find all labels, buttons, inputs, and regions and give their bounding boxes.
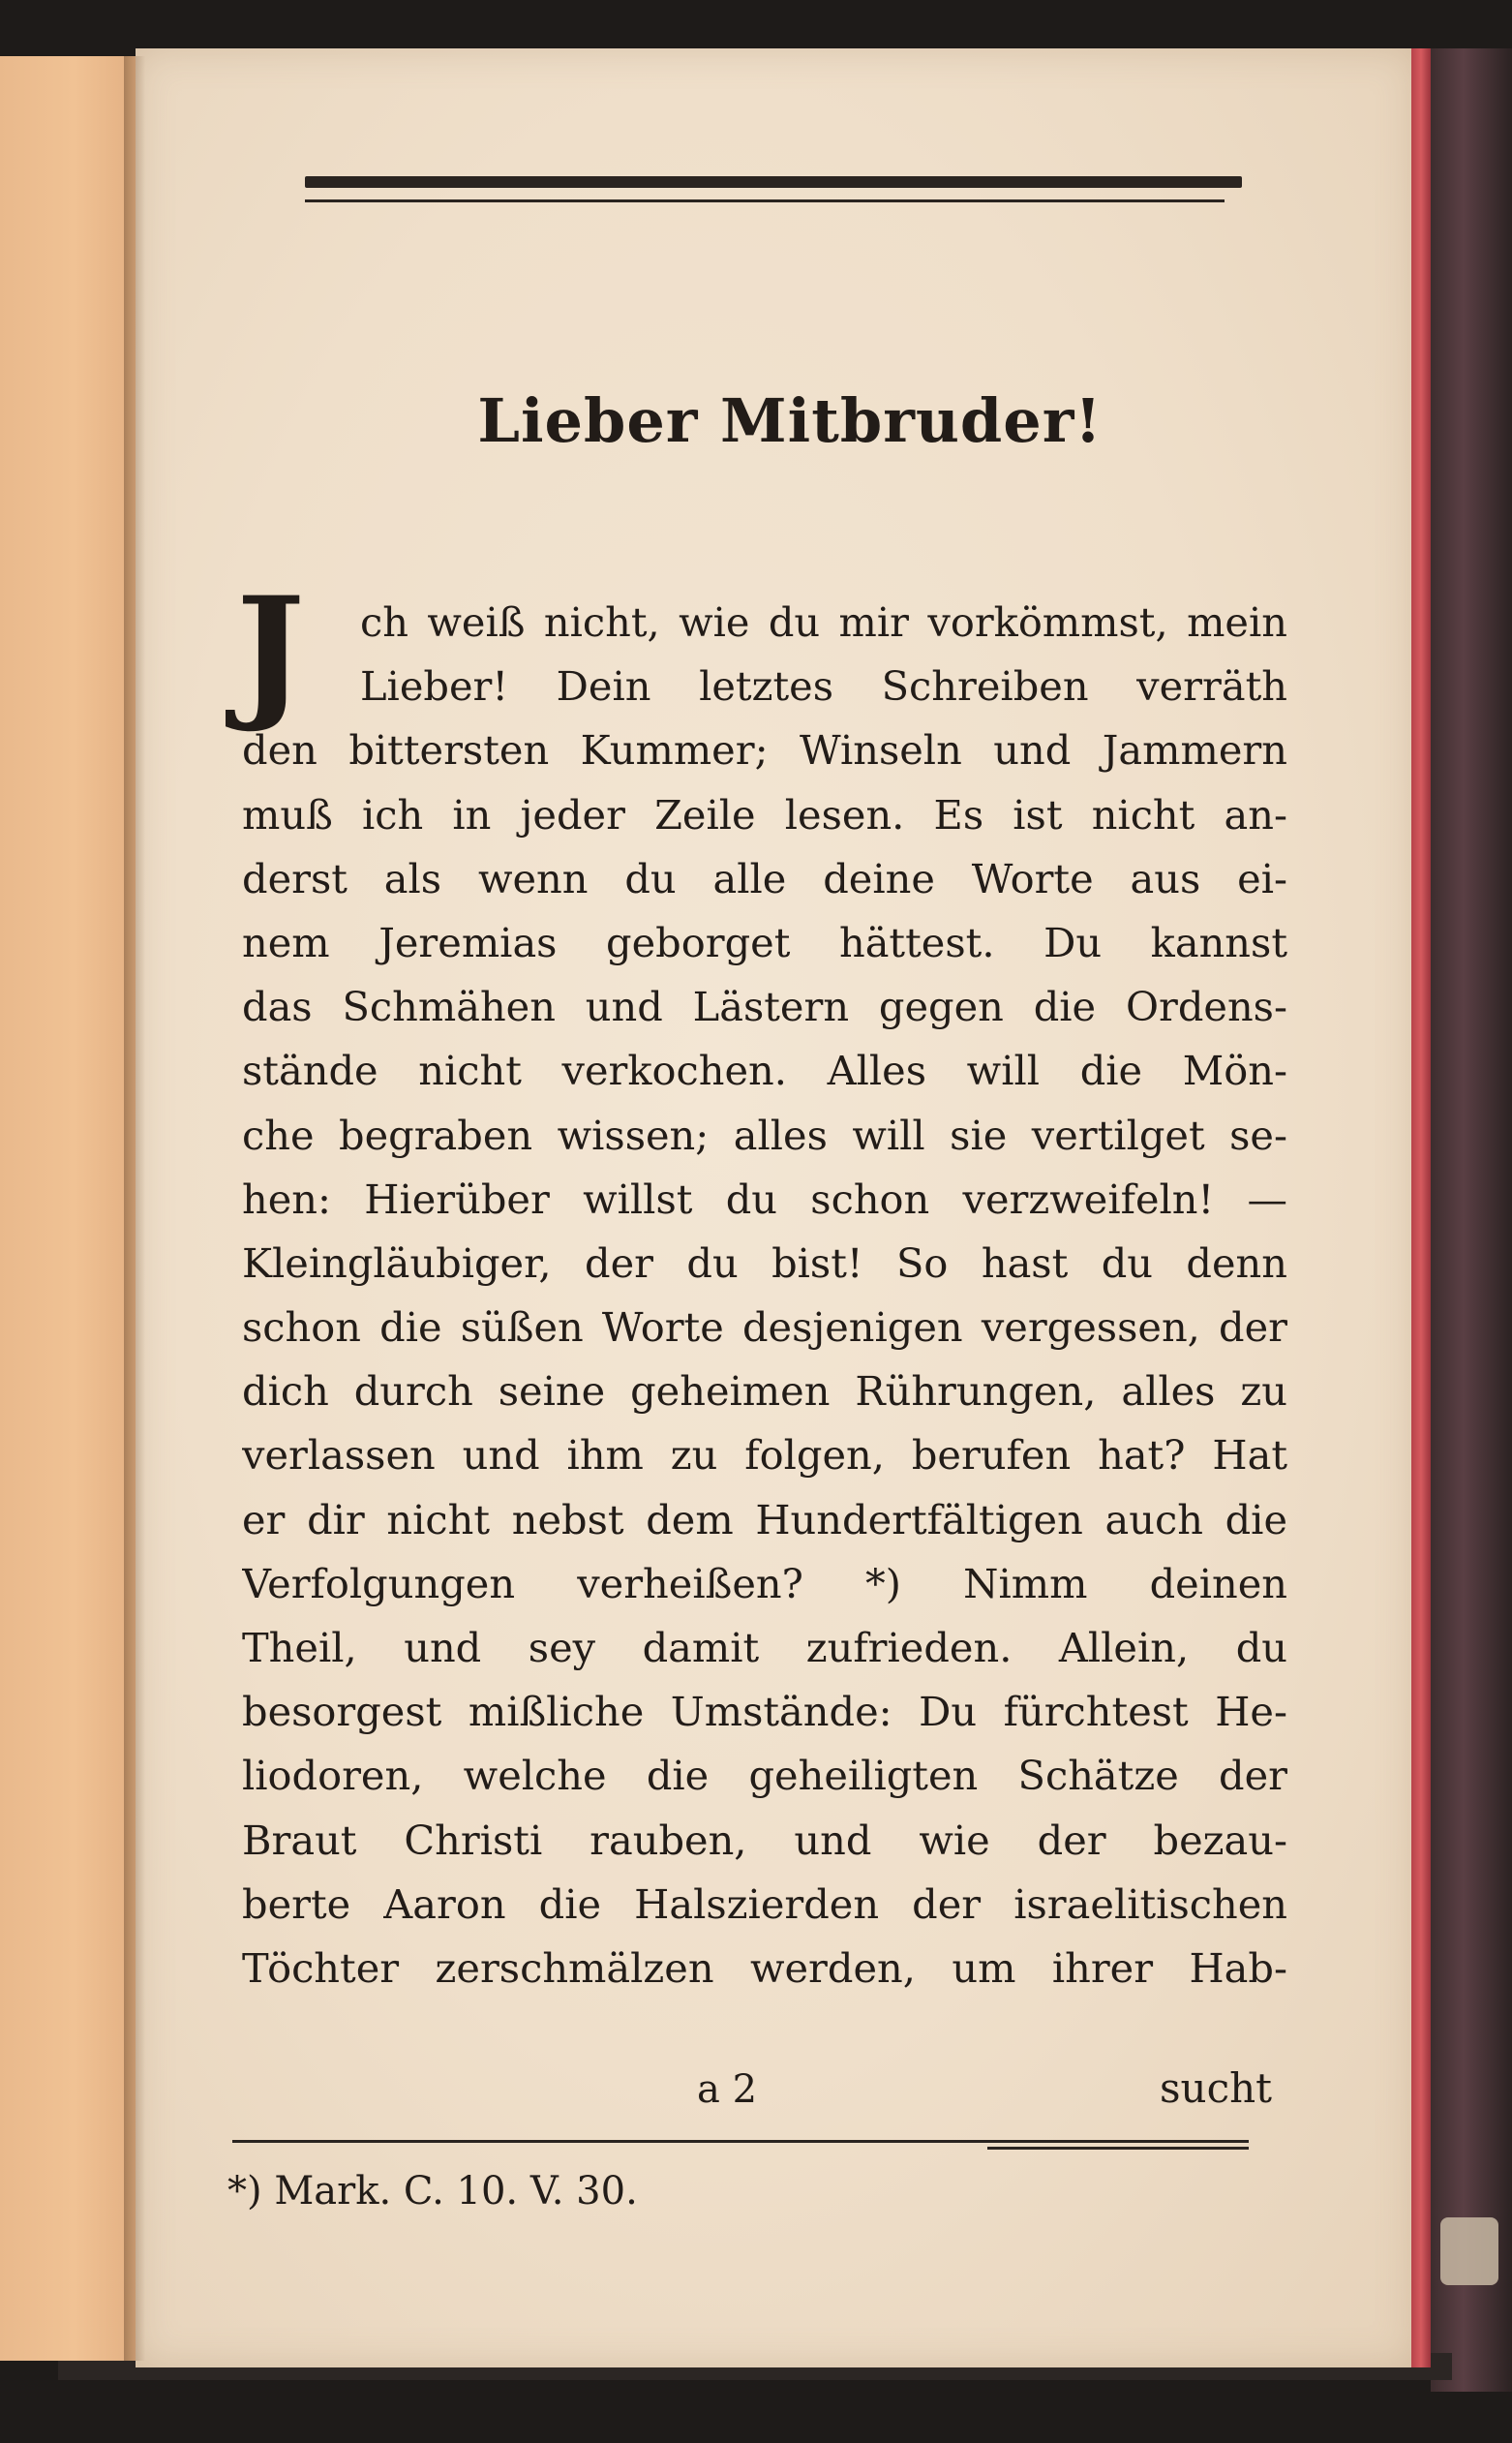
text-line: Töchter zerschmälzen werden, um ihrer Hab-	[242, 1943, 1287, 1992]
text-line: nem Jeremias geborget hättest. Du kannst	[242, 918, 1287, 966]
text-line: Braut Christi rauben, und wie der bezau-	[242, 1816, 1287, 1864]
book-binding	[1431, 48, 1512, 2392]
text-line: Kleingläubiger, der du bist! So hast du denn	[242, 1238, 1287, 1287]
text-line: berte Aaron die Halszierden der israelitischen	[242, 1879, 1287, 1928]
text-line: ch weiß nicht, wie du mir vorkömmst, mein	[360, 598, 1287, 646]
footnote-rule	[232, 2140, 1249, 2143]
text-line: den bittersten Kummer; Winseln und Jammern	[242, 726, 1287, 775]
footnote-rule-secondary	[987, 2147, 1249, 2150]
gutter-shadow	[124, 56, 145, 2361]
text-line: Theil, und sey damit zufrieden. Allein, du	[242, 1624, 1287, 1671]
text-line: verlassen und ihm zu folgen, berufen hat? Hat	[242, 1431, 1287, 1480]
catchword: sucht	[1160, 2064, 1273, 2112]
drop-cap: J	[236, 565, 305, 736]
facing-page	[0, 56, 138, 2361]
text-line: er dir nicht nebst dem Hundertfältigen auch die	[242, 1495, 1287, 1543]
page-title: Lieber Mitbruder!	[477, 385, 1103, 456]
text-line: schon die süßen Worte desjenigen vergessen, der	[242, 1303, 1287, 1352]
text-line: hen: Hierüber willst du schon verzweifeln! —	[242, 1175, 1287, 1223]
binding-corner-label	[1440, 2217, 1498, 2285]
text-line: liodoren, welche die geheiligten Schätze der	[242, 1752, 1287, 1800]
text-line: dich durch seine geheimen Rührungen, alles zu	[242, 1367, 1287, 1416]
text-line: Verfolgungen verheißen? *) Nimm deinen	[242, 1559, 1287, 1607]
text-line: muß ich in jeder Zeile lesen. Es ist nicht an-	[242, 790, 1287, 839]
footnote: *) Mark. C. 10. V. 30.	[227, 2169, 638, 2214]
text-line: derst als wenn du alle deine Worte aus ei-	[242, 854, 1287, 902]
body-text	[236, 565, 1287, 2000]
text-line: das Schmähen und Lästern gegen die Ordens-	[242, 983, 1287, 1031]
header-rule-thin	[305, 199, 1225, 202]
red-page-edge	[1411, 48, 1431, 2367]
signature-mark: a 2	[697, 2067, 758, 2112]
text-line: stände nicht verkochen. Alles will die Mön-	[242, 1047, 1287, 1095]
text-line: Lieber! Dein letztes Schreiben verräth	[360, 662, 1287, 711]
header-rule-thick	[305, 176, 1242, 188]
text-line: che begraben wissen; alles will sie vertilget se-	[242, 1111, 1287, 1159]
book-page	[136, 48, 1415, 2367]
text-line: besorgest mißliche Umstände: Du fürchtest He-	[242, 1688, 1287, 1736]
